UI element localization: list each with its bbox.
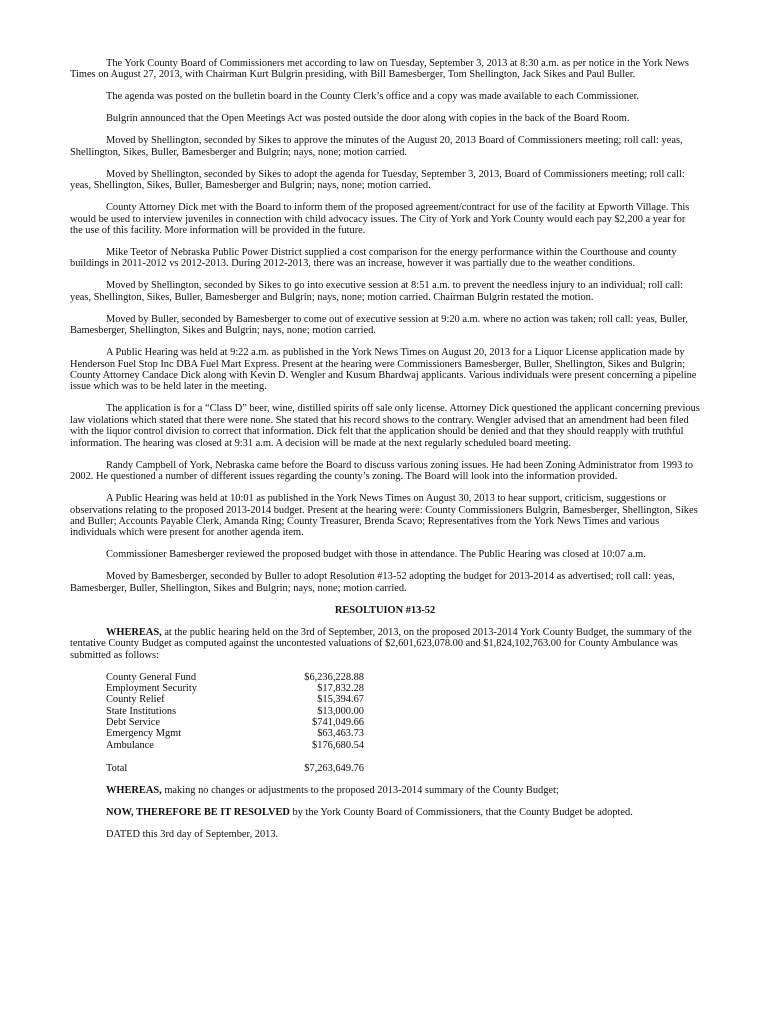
paragraph-budget-hearing: A Public Hearing was held at 10:01 as published in the York News Times on August 30, 2013 to hear support, criticism, suggestions or observations relating to the proposed 2013-2014 budget. Present at the hearing were: County Commissioners Bulgrin, Bamesberger, Shellington, Sikes and Buller; Accounts Payable Clerk, Amanda Ring; County Treasurer, Brenda Scavo; Representatives from the York News Times and various individuals which were present for another agenda item. xyxy=(70,493,698,539)
paragraph-adopt-agenda: Moved by Shellington, seconded by Sikes to adopt the agenda for Tuesday, September 3, 2013, Board of Commissioners meeting; roll call: yeas, Shellington, Sikes, Buller, Bamesberger and Bulgrin; nays, none; motion carried. xyxy=(70,168,685,192)
budget-row xyxy=(106,717,700,728)
budget-summary-table xyxy=(106,672,700,775)
resolved-text: by the York County Board of Commissioners, that the County Budget be adopted. xyxy=(289,806,633,818)
resolution-dated: DATED this 3rd day of September, 2013. xyxy=(106,828,279,840)
budget-row xyxy=(106,706,700,717)
budget-row xyxy=(106,672,700,683)
budget-fund-name: State Institutions xyxy=(106,705,177,717)
paragraph-approve-minutes: Moved by Shellington, seconded by Sikes to approve the minutes of the August 20, 2013 Board of Commissioners meeting; roll call: yeas, Shellington, Sikes, Buller, Bamesberger and Bulgrin; nays, none; motion carried. xyxy=(70,135,683,158)
resolution-whereas-2 xyxy=(70,785,700,796)
minutes-document xyxy=(70,58,700,851)
paragraph-executive-session-out: Moved by Buller, seconded by Bamesberger to come out of executive session at 9:20 a.m. where no action was taken; roll call: yeas, Buller, Bamesberger, Shellington, Sikes and Bulgrin; nays, none; motion carried. xyxy=(70,313,688,337)
budget-total-row xyxy=(106,763,700,774)
budget-fund-name: Emergency Mgmt xyxy=(106,728,182,740)
whereas-1-bold: WHEREAS, xyxy=(106,626,162,638)
budget-fund-amount: $15,394.67 xyxy=(317,694,364,706)
paragraph-agenda-posted: The agenda was posted on the bulletin board in the County Clerk’s office and a copy was made available to each Commissioner. xyxy=(106,91,640,103)
whereas-2-text: making no changes or adjustments to the proposed 2013-2014 summary of the County Budget; xyxy=(161,784,559,796)
budget-fund-name: County Relief xyxy=(106,694,165,706)
budget-fund-name: Employment Security xyxy=(106,682,197,694)
whereas-1-text: at the public hearing held on the 3rd of September, 2013, on the proposed 2013-2014 York County Budget, the summary of the tentative County Budget as computed against the uncontested valuations of $2,601,623,078.00 and $1,824,102,763.00 for County Ambulance was submitted as follows: xyxy=(70,626,692,661)
budget-fund-amount: $17,832.28 xyxy=(317,682,364,694)
whereas-2-bold: WHEREAS, xyxy=(106,784,162,796)
resolved-bold: NOW, THEREFORE BE IT RESOLVED xyxy=(106,806,290,818)
paragraph-epworth-village: County Attorney Dick met with the Board to inform them of the proposed agreement/contract for use of the facility at Epworth Village. This would be used to interview juveniles in connection with child advocacy issues. The City of York and York County would each pay $2,200 a year for the use of this facility. More information will be provided in the future. xyxy=(70,202,690,237)
budget-total-label: Total xyxy=(106,762,128,774)
budget-total-amount: $7,263,649.76 xyxy=(304,762,364,774)
resolution-heading: RESOLTUION #13-52 xyxy=(334,604,436,616)
budget-fund-amount: $63,463.73 xyxy=(317,728,364,740)
budget-row xyxy=(106,740,700,751)
budget-fund-name: Ambulance xyxy=(106,739,154,751)
paragraph-budget-review: Commissioner Bamesberger reviewed the proposed budget with those in attendance. The Public Hearing was closed at 10:07 a.m. xyxy=(106,549,646,561)
paragraph-zoning: Randy Campbell of York, Nebraska came before the Board to discuss various zoning issues. He had been Zoning Administrator from 1993 to 2002. He questioned a number of different issues regarding the county’s zoning. The Board will look into the information provided. xyxy=(70,459,693,483)
budget-fund-name: County General Fund xyxy=(106,671,197,683)
paragraph-open-meetings: Bulgrin announced that the Open Meetings Act was posted outside the door along with copies in the back of the Board Room. xyxy=(106,113,630,125)
budget-fund-amount: $6,236,228.88 xyxy=(304,671,364,683)
budget-fund-amount: $741,049.66 xyxy=(312,717,364,729)
paragraph-nppd-energy: Mike Teetor of Nebraska Public Power District supplied a cost comparison for the energy performance within the Courthouse and county buildings in 2011-2012 vs 2012-2013. During 2012-2013, there was an increase, however it was partially due to the weather conditions. xyxy=(70,247,677,270)
paragraph-liquor-application: The application is for a “Class D” beer, wine, distilled spirits off sale only license. Attorney Dick questioned the applicant concerning previous law violations which stated that there were none. She stated that his record shows to the contrary. Wengler advised that an amendment had been filed with the liquor control division to correct that information. Dick felt that the application should be denied and that they should reapply with truthful information. The hearing was closed at 9:31 a.m. A decision will be made at the next regularly scheduled board meeting. xyxy=(70,403,700,449)
paragraph-adopt-resolution: Moved by Bamesberger, seconded by Buller to adopt Resolution #13-52 adopting the budget for 2013-2014 as advertised; roll call: yeas, Bamesberger, Buller, Shellington, Sikes and Bulgrin; nays, none; motion carried. xyxy=(70,571,675,594)
budget-fund-name: Debt Service xyxy=(106,717,160,729)
budget-row xyxy=(106,683,700,694)
paragraph-call-to-order: The York County Board of Commissioners met according to law on Tuesday, September 3, 2013 at 8:30 a.m. as per notice in the York News Times on August 27, 2013, with Chairman Kurt Bulgrin presiding, with Bill Bamesberger, Tom Shellington, Jack Sikes and Paul Buller. xyxy=(70,58,689,81)
paragraph-liquor-hearing: A Public Hearing was held at 9:22 a.m. as published in the York News Times on August 20, 2013 for a Liquor License application made by Henderson Fuel Stop Inc DBA Fuel Mart Express. Present at the hearing were Commissioners Bamesberger, Buller, Shellington, Sikes and Bulgrin; County Attorney Candace Dick along with Kevin D. Wengler and Kusum Bhardwaj applicants. Various individuals were present concerning a pipeline issue which was to be held later in the meeting. xyxy=(70,347,697,393)
paragraph-executive-session-in: Moved by Shellington, seconded by Sikes to go into executive session at 8:51 a.m. to prevent the needless injury to an individual; roll call: yeas, Shellington, Sikes, Buller, Bamesberger and Bulgrin; nays, none; motion carried. Chairman Bulgrin restated the motion. xyxy=(70,280,684,303)
budget-row xyxy=(106,728,700,739)
budget-fund-amount: $176,680.54 xyxy=(312,739,364,751)
resolution-whereas-1 xyxy=(70,627,700,661)
budget-row xyxy=(106,694,700,705)
budget-fund-amount: $13,000.00 xyxy=(317,705,364,717)
resolution-resolved xyxy=(70,807,700,818)
